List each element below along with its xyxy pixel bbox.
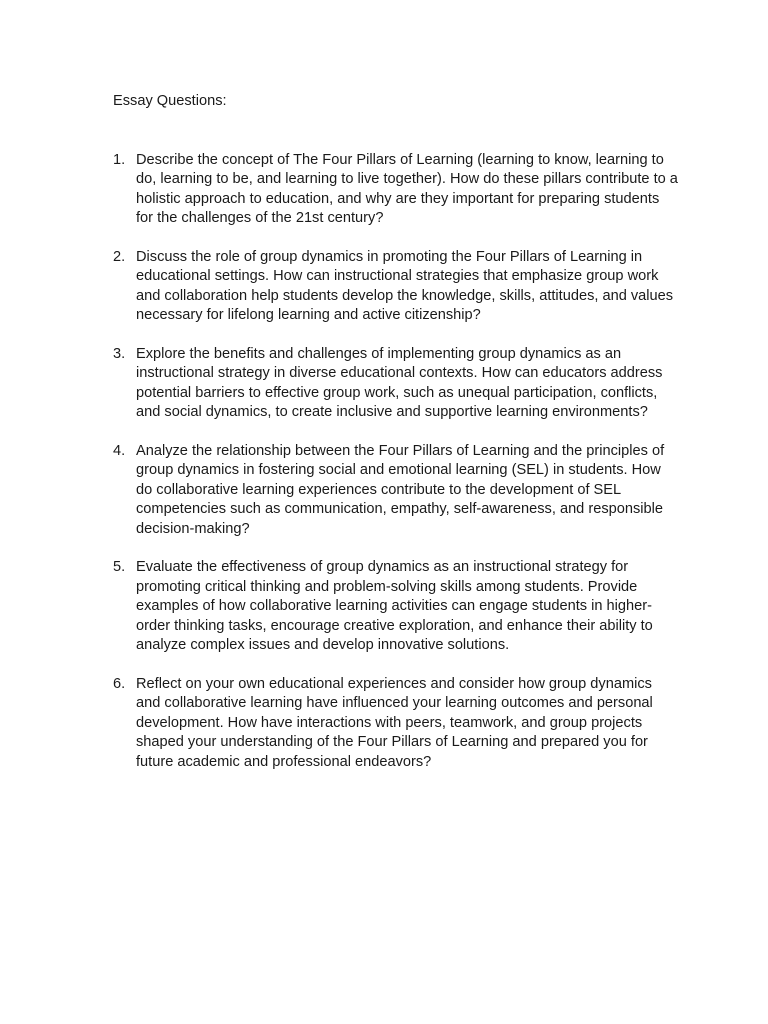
question-number: 1.	[113, 152, 126, 168]
essay-question-5	[113, 558, 679, 655]
essay-question-6	[113, 675, 679, 772]
essay-question-4	[113, 442, 679, 539]
question-text: Reflect on your own educational experiences and consider how group dynamics and collaborative learning have influenced your learning outcomes and personal development. How have interactions with peers, teamwork, and group projects shaped your understanding of the Four Pillars of Learning and prepared you for future academic and professional endeavors?	[136, 675, 653, 770]
page-heading: Essay Questions:	[113, 93, 227, 109]
essay-question-list	[113, 151, 679, 791]
question-text: Describe the concept of The Four Pillars of Learning (learning to know, learning to do, learning to be, and learning to live together). How do these pillars contribute to a holistic approach to education, and why are they important for preparing students for the challenges of the 21st century?	[136, 152, 678, 227]
question-number: 3.	[113, 346, 126, 363]
question-number: 4.	[113, 443, 126, 460]
essay-question-1	[113, 151, 679, 229]
essay-question-2	[113, 248, 679, 326]
question-text: Discuss the role of group dynamics in promoting the Four Pillars of Learning in educational settings. How can instructional strategies that emphasize group work and collaboration help students develop the knowledge, skills, attitudes, and values necessary for lifelong learning and active citizenship?	[136, 249, 674, 324]
question-text: Explore the benefits and challenges of implementing group dynamics as an instructional strategy in diverse educational contexts. How can educators address potential barriers to effective group work, such as unequal participation, conflicts, and social dynamics, to create inclusive and supportive learning environments?	[136, 346, 663, 421]
question-text: Evaluate the effectiveness of group dynamics as an instructional strategy for promoting critical thinking and problem-solving skills among students. Provide examples of how collaborative learning activities can engage students in higher-order thinking tasks, encourage creative exploration, and enhance their ability to analyze complex issues and develop innovative solutions.	[136, 559, 653, 654]
question-number: 2.	[113, 249, 126, 266]
question-number: 5.	[113, 559, 126, 576]
question-number: 6.	[113, 675, 126, 692]
essay-question-3	[113, 345, 679, 423]
question-text: Analyze the relationship between the Four Pillars of Learning and the principles of group dynamics in fostering social and emotional learning (SEL) in students. How do collaborative learning experiences contribute to the development of SEL competencies such as communication, empathy, self-awareness, and responsible decision-making?	[136, 443, 665, 537]
